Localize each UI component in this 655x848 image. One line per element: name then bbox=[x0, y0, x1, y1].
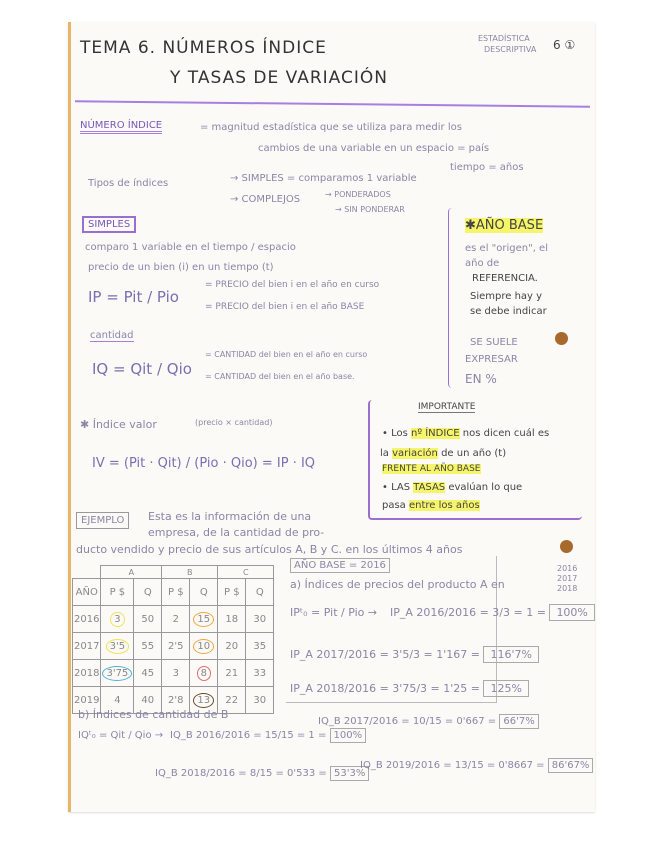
expr: IQ_B 2018/2016 = 8/15 = 0'533 = bbox=[155, 768, 327, 779]
types-label: Tipos de índices bbox=[88, 178, 169, 189]
text: nos dicen cuál es bbox=[459, 428, 550, 439]
cell: 3 bbox=[162, 660, 190, 687]
cell: 2 bbox=[162, 606, 190, 633]
solution-a-years: 2016 2017 2018 bbox=[557, 564, 578, 593]
table-group-row bbox=[73, 566, 274, 579]
table-row bbox=[73, 660, 274, 687]
header-cell: Q bbox=[190, 579, 218, 606]
value-index-heading: ✱ Índice valor bbox=[80, 418, 157, 431]
iq-numerator-note: = CANTIDAD del bien en el año en curso bbox=[205, 350, 368, 359]
definition-line-1: = magnitud estadística que se utiliza para medir los bbox=[200, 122, 462, 133]
highlight: TASAS bbox=[413, 482, 446, 493]
base-year-line-1: es el "origen", el bbox=[465, 243, 548, 254]
cell: 2017 bbox=[73, 633, 101, 660]
value-index-note: (precio × cantidad) bbox=[195, 418, 273, 427]
expr: IQ_B 2017/2016 = 10/15 = 0'667 = bbox=[318, 716, 497, 727]
text: • Los bbox=[382, 428, 411, 439]
cell: 33 bbox=[246, 660, 274, 687]
important-bullet-1 bbox=[382, 428, 549, 439]
text: la bbox=[380, 448, 393, 459]
expr: IP_A 2017/2016 = 3'5/3 = 1'167 = bbox=[290, 648, 480, 661]
table-row bbox=[73, 606, 274, 633]
value-index-formula: IV = (Pit · Qit) / (Pio · Qio) = IP · IQ bbox=[92, 456, 316, 471]
header-cell: P $ bbox=[101, 579, 134, 606]
cell: 30 bbox=[246, 687, 274, 714]
data-table bbox=[72, 565, 274, 714]
binder-hole bbox=[560, 540, 573, 553]
definition-term: NÚMERO ÍNDICE bbox=[80, 120, 162, 134]
title-line-2: Y TASAS DE VARIACIÓN bbox=[170, 68, 388, 88]
result-box: 116'7% bbox=[483, 646, 538, 663]
base-year-line-6: SE SUELE bbox=[470, 337, 518, 348]
base-year-line-4: Siempre hay y bbox=[470, 291, 543, 302]
expr: IP_A 2018/2016 = 3'75/3 = 1'25 = bbox=[290, 682, 480, 695]
cell bbox=[190, 633, 218, 660]
solution-b-row-4 bbox=[360, 760, 593, 771]
types-simple: → SIMPLES = comparamos 1 variable bbox=[230, 173, 417, 184]
cell: 40 bbox=[134, 687, 162, 714]
solution-b-heading: b) Índices de cantidad de B bbox=[78, 708, 229, 721]
result-box: 100% bbox=[549, 604, 594, 621]
header-cell: P $ bbox=[218, 579, 246, 606]
definition-line-3: tiempo = años bbox=[450, 162, 524, 173]
base-year-line-8: EN % bbox=[465, 372, 497, 386]
cell: 22 bbox=[218, 687, 246, 714]
result-box: 53'3% bbox=[330, 766, 369, 781]
example-line-1: Esta es la información de una bbox=[148, 510, 312, 523]
page-number: 6 ① bbox=[553, 38, 576, 52]
important-bullet-2b bbox=[382, 500, 480, 511]
text: pasa bbox=[382, 500, 409, 511]
solution-a-row-3 bbox=[290, 682, 529, 695]
important-bullet-1c bbox=[382, 464, 481, 474]
solution-b-row-1 bbox=[170, 730, 366, 741]
cell bbox=[190, 660, 218, 687]
header-cell: Q bbox=[246, 579, 274, 606]
cell: 4 bbox=[101, 687, 134, 714]
cell: 50 bbox=[134, 606, 162, 633]
important-bullet-1b bbox=[380, 448, 506, 459]
group-c: C bbox=[218, 566, 274, 579]
table-header-row bbox=[73, 579, 274, 606]
example-line-2: empresa, de la cantidad de pro- bbox=[148, 526, 325, 539]
solution-a-row-2 bbox=[290, 648, 539, 661]
subject-line-1: ESTADÍSTICA bbox=[478, 34, 530, 43]
cell: 2016 bbox=[73, 606, 101, 633]
cell bbox=[101, 606, 134, 633]
expr: IQ_B 2019/2016 = 13/15 = 0'8667 = bbox=[360, 760, 545, 771]
ip-formula: IP = Pit / Pio bbox=[88, 288, 179, 306]
highlight: nº ÍNDICE bbox=[410, 428, 460, 439]
ip-numerator-note: = PRECIO del bien i en el año en curso bbox=[205, 280, 380, 290]
circled-value: 10 bbox=[193, 639, 214, 654]
cell bbox=[190, 606, 218, 633]
solution-a-row-1 bbox=[390, 606, 595, 619]
base-year-line-7: EXPRESAR bbox=[465, 354, 518, 365]
expr: IQ_B 2016/2016 = 15/15 = 1 = bbox=[170, 730, 327, 741]
highlight: FRENTE AL AÑO BASE bbox=[382, 464, 481, 474]
circled-value: 3 bbox=[110, 612, 124, 627]
circled-value: 15 bbox=[193, 612, 214, 627]
base-year-title-text: ✱AÑO BASE bbox=[465, 218, 544, 233]
table-row bbox=[73, 633, 274, 660]
cell: 20 bbox=[218, 633, 246, 660]
text: • LAS bbox=[382, 482, 414, 493]
result-box: 66'7% bbox=[499, 714, 538, 729]
text: de un año (t) bbox=[437, 448, 507, 459]
header-cell: Q bbox=[134, 579, 162, 606]
highlight: entre los años bbox=[409, 500, 480, 511]
simples-line-2: precio de un bien (i) en un tiempo (t) bbox=[88, 262, 274, 273]
simples-line-1: comparo 1 variable en el tiempo / espacio bbox=[85, 242, 296, 253]
group-b: B bbox=[162, 566, 218, 579]
cell: 45 bbox=[134, 660, 162, 687]
example-label: EJEMPLO bbox=[76, 512, 129, 529]
header-cell: AÑO bbox=[73, 579, 101, 606]
cell: 30 bbox=[246, 606, 274, 633]
title-line-1: TEMA 6. NÚMEROS ÍNDICE bbox=[80, 38, 327, 58]
subject-line-2: DESCRIPTIVA bbox=[484, 45, 537, 54]
result-box: 100% bbox=[330, 728, 367, 743]
circled-value: 3'5 bbox=[106, 639, 129, 654]
iq-formula: IQ = Qit / Qio bbox=[92, 360, 192, 378]
ip-denominator-note: = PRECIO del bien i en el año BASE bbox=[205, 302, 365, 312]
base-year-line-5: se debe indicar bbox=[470, 306, 547, 317]
group-a: A bbox=[101, 566, 162, 579]
cell bbox=[101, 660, 134, 687]
expr: IP_A 2016/2016 = 3/3 = 1 = bbox=[390, 606, 546, 619]
cell: 2018 bbox=[73, 660, 101, 687]
example-line-3: ducto vendido y precio de sus artículos A, B y C. en los últimos 4 años bbox=[76, 543, 463, 556]
result-box: 125% bbox=[483, 680, 528, 697]
types-unweighted: → SIN PONDERAR bbox=[335, 205, 405, 214]
cell bbox=[101, 633, 134, 660]
binder-hole bbox=[555, 332, 568, 345]
circled-value: 3'75 bbox=[102, 666, 132, 681]
solution-a-general: IPᵗ₀ = Pit / Pio → bbox=[290, 606, 378, 619]
quantity-label: cantidad bbox=[90, 330, 134, 341]
result-box: 86'67% bbox=[548, 758, 594, 773]
solution-a-heading: a) Índices de precios del producto A en bbox=[290, 578, 505, 591]
cell bbox=[73, 566, 101, 579]
cell: 21 bbox=[218, 660, 246, 687]
base-year-title bbox=[465, 218, 543, 233]
cell: 2'8 bbox=[162, 687, 190, 714]
types-weighted: → PONDERADOS bbox=[325, 190, 391, 199]
iq-denominator-note: = CANTIDAD del bien en el año base. bbox=[205, 372, 355, 381]
definition-line-2: cambios de una variable en un espacio = país bbox=[258, 143, 490, 154]
text: evalúan lo que bbox=[445, 482, 523, 493]
base-year-line-3: REFERENCIA. bbox=[472, 273, 538, 284]
cell: 18 bbox=[218, 606, 246, 633]
base-year-bracket bbox=[448, 208, 461, 388]
solution-b-row-2 bbox=[318, 716, 539, 727]
cell: 2019 bbox=[73, 687, 101, 714]
types-complex: → COMPLEJOS bbox=[230, 194, 301, 205]
cell: 55 bbox=[134, 633, 162, 660]
important-bullet-2 bbox=[382, 482, 522, 493]
simples-heading: SIMPLES bbox=[82, 216, 136, 233]
base-year-line-2: año de bbox=[465, 258, 500, 269]
highlight: variación bbox=[392, 448, 438, 459]
solution-b-row-3 bbox=[155, 768, 369, 779]
header-cell: P $ bbox=[162, 579, 190, 606]
cell: 35 bbox=[246, 633, 274, 660]
cell: 2'5 bbox=[162, 633, 190, 660]
important-title: IMPORTANTE bbox=[418, 402, 476, 412]
circled-value: 8 bbox=[197, 666, 211, 681]
base-year-label: AÑO BASE = 2016 bbox=[290, 558, 390, 573]
solution-b-general: IQᵗ₀ = Qit / Qio → bbox=[78, 730, 164, 741]
circled-value: 13 bbox=[193, 693, 214, 708]
